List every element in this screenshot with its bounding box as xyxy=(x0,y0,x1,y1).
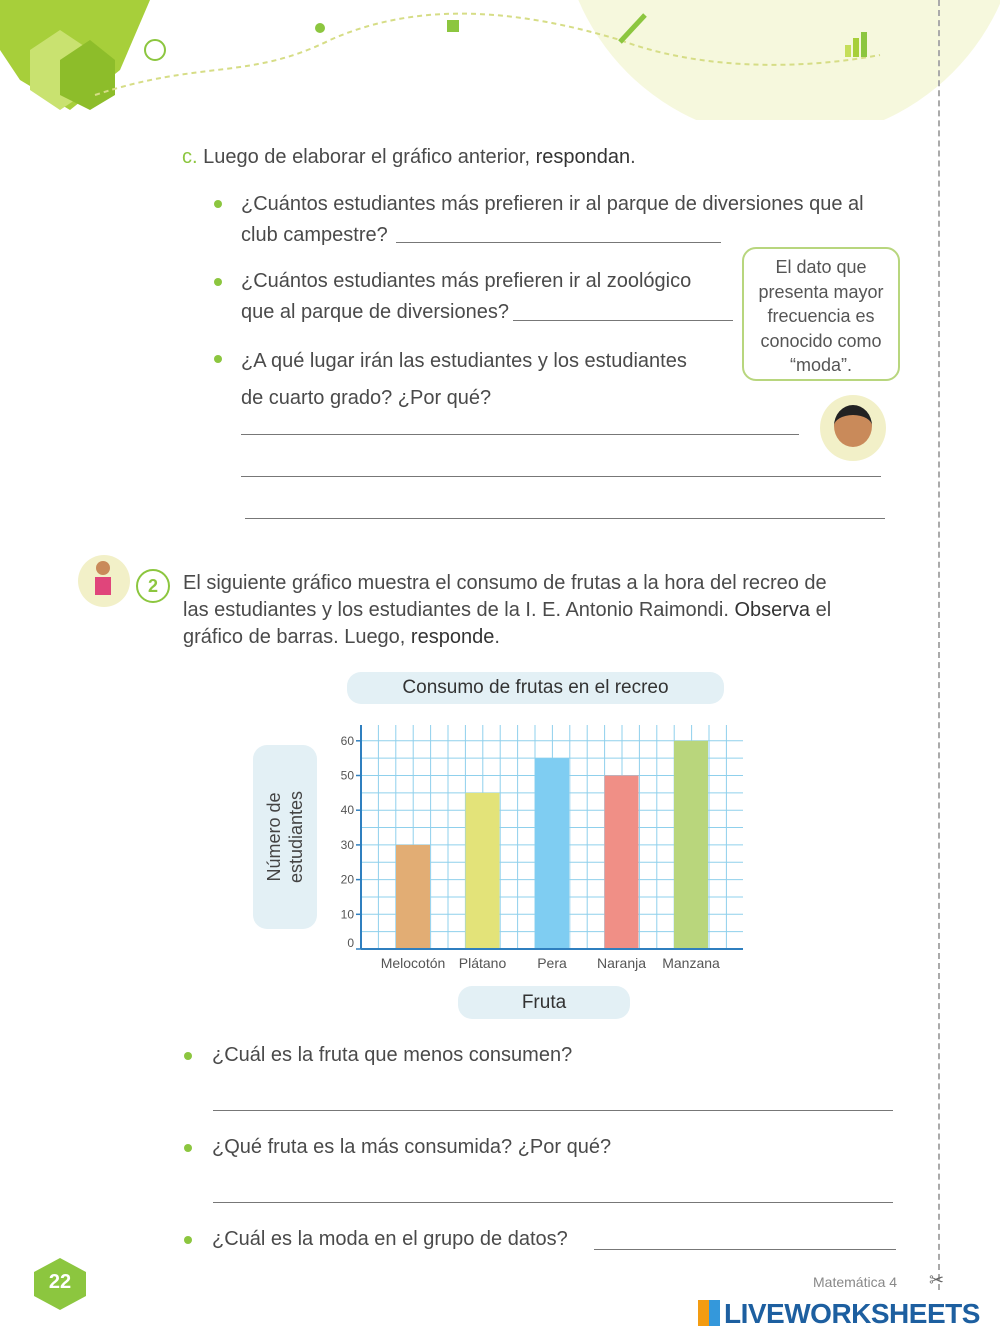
bullet xyxy=(184,1052,192,1060)
answer-line[interactable] xyxy=(594,1249,896,1250)
bar-pera xyxy=(535,758,569,949)
question-3 xyxy=(241,343,687,417)
activity-2-text xyxy=(183,570,831,651)
bar-manzana xyxy=(674,741,708,949)
text: gráfico de barras. Luego, xyxy=(183,626,411,648)
q-line: que al parque de diversiones? xyxy=(241,301,509,323)
y-tick-label: 10 xyxy=(340,907,354,922)
header-decoration xyxy=(0,0,1000,120)
liveworksheets-logo-icon xyxy=(698,1300,720,1326)
bullet xyxy=(214,278,222,286)
x-tick-label: Plátano xyxy=(458,955,507,971)
text-line xyxy=(183,597,831,624)
scissors-icon: ✂ xyxy=(929,1270,945,1290)
boy-avatar xyxy=(820,395,886,461)
answer-line[interactable] xyxy=(213,1202,893,1203)
bar-melocotón xyxy=(396,845,430,949)
section-letter: c. xyxy=(182,146,198,168)
answer-line[interactable] xyxy=(213,1110,893,1111)
girl-avatar xyxy=(78,555,130,607)
bar-chart xyxy=(330,715,760,975)
question-2 xyxy=(241,266,691,328)
x-tick-label: Melocotón xyxy=(380,955,446,971)
cut-line xyxy=(938,0,940,1290)
answer-line[interactable] xyxy=(396,242,721,243)
answer-line[interactable] xyxy=(513,320,733,321)
y-tick-label: 50 xyxy=(340,768,354,783)
intro-end: . xyxy=(630,146,636,168)
book-title: Matemática 4 xyxy=(813,1274,898,1290)
intro-bold: respondan xyxy=(535,146,631,168)
q-line: ¿Cuántos estudiantes más prefieren ir al zoológico xyxy=(241,270,692,292)
text: . xyxy=(494,626,500,648)
bold: responde xyxy=(410,626,495,648)
y-tick-label: 60 xyxy=(340,733,354,748)
text-line xyxy=(183,624,831,651)
bar-plátano xyxy=(466,793,500,949)
x-axis-label: Fruta xyxy=(458,986,630,1019)
text: el xyxy=(810,599,832,621)
bullet xyxy=(214,355,222,363)
question: ¿Cuál es la moda en el grupo de datos? xyxy=(212,1228,568,1250)
y-tick-label: 20 xyxy=(340,872,354,887)
y-axis-label: Número de estudiantes xyxy=(264,790,306,884)
speech-bubble: El dato que presenta mayor frecuencia es conocido como “moda”. xyxy=(742,247,900,381)
y-axis-label-box xyxy=(253,745,317,929)
q-line: de cuarto grado? ¿Por qué? xyxy=(241,387,492,409)
page-number: 22 xyxy=(48,1271,72,1293)
intro-text: Luego de elaborar el gráfico anterior, xyxy=(203,146,536,168)
y-tick-label: 0 xyxy=(347,936,354,950)
q-line: club campestre? xyxy=(241,224,388,246)
y-tick-label: 40 xyxy=(340,803,354,818)
answer-line[interactable] xyxy=(245,518,885,519)
bold: Observa xyxy=(734,599,811,621)
answer-line[interactable] xyxy=(241,476,881,477)
q-line: ¿A qué lugar irán las estudiantes y los estudiantes xyxy=(241,350,687,372)
bullet xyxy=(214,200,222,208)
x-tick-label: Manzana xyxy=(662,955,720,971)
answer-line[interactable] xyxy=(241,434,799,435)
liveworksheets-brand: LIVEWORKSHEETS xyxy=(724,1298,980,1329)
x-tick-label: Pera xyxy=(537,955,567,971)
x-tick-label: Naranja xyxy=(596,955,647,971)
question: ¿Qué fruta es la más consumida? ¿Por qué? xyxy=(212,1136,612,1158)
bullet xyxy=(184,1144,192,1152)
q-line: ¿Cuántos estudiantes más prefieren ir al parque de diversiones que al xyxy=(241,193,864,215)
activity-number: 2 xyxy=(136,569,170,603)
y-tick-label: 30 xyxy=(340,837,354,852)
bar-naranja xyxy=(605,776,639,950)
text-line: El siguiente gráfico muestra el consumo de frutas a la hora del recreo de xyxy=(183,572,827,594)
section-c-intro xyxy=(182,142,636,173)
chart-title: Consumo de frutas en el recreo xyxy=(347,672,724,704)
question: ¿Cuál es la fruta que menos consumen? xyxy=(212,1044,573,1066)
text: las estudiantes y los estudiantes de la I. E. Antonio Raimondi. xyxy=(183,599,735,621)
bullet xyxy=(184,1236,192,1244)
